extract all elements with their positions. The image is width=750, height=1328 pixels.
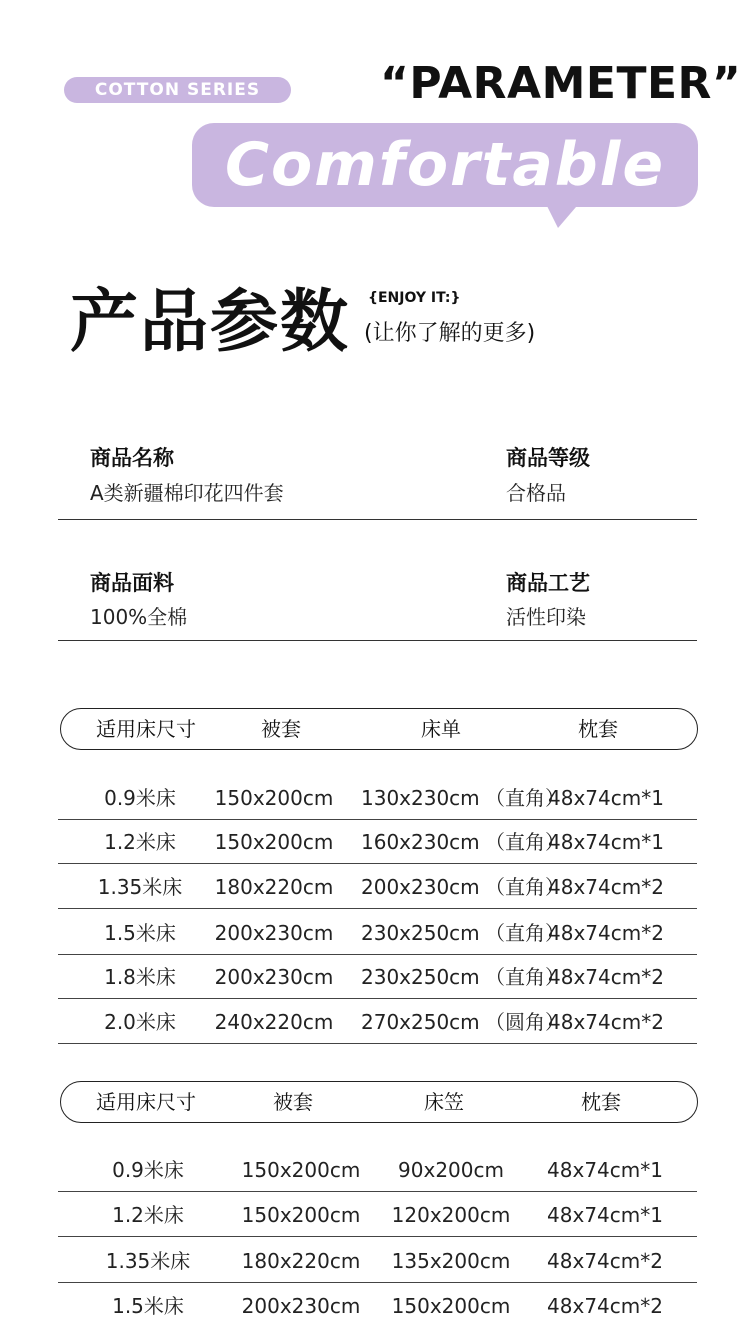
quilt-size-cell: 200x230cm [214, 921, 334, 945]
corner-note: （直角） [485, 830, 565, 854]
sheet-size-cell: 270x250cm [361, 1010, 480, 1034]
table-row [58, 1284, 697, 1328]
pillow-size-cell: 48x74cm*2 [548, 921, 664, 945]
row-divider [58, 1282, 697, 1283]
row-divider [58, 1043, 697, 1044]
sheet-size-cell: 230x250cm [361, 921, 480, 945]
table-row [58, 776, 697, 820]
row-divider [58, 863, 697, 864]
table1-header-quilt: 被套 [261, 717, 301, 741]
bed-size-cell: 1.2米床 [112, 1203, 184, 1227]
quilt-size-cell: 180x220cm [241, 1249, 361, 1273]
parameter-title: “PARAMETER” [380, 58, 742, 109]
pillow-size-cell: 48x74cm*1 [548, 786, 664, 810]
fitted-sheet-size-cell: 135x200cm [391, 1249, 511, 1273]
quilt-size-cell: 200x230cm [214, 965, 334, 989]
pillow-size-cell: 48x74cm*1 [547, 1203, 663, 1227]
quilt-size-cell: 240x220cm [214, 1010, 334, 1034]
fitted-sheet-size-cell: 120x200cm [391, 1203, 511, 1227]
bed-size-cell: 1.35米床 [105, 1249, 191, 1273]
grade-label: 商品等级 [506, 446, 590, 470]
table-row [58, 820, 697, 864]
quilt-size-cell: 150x200cm [241, 1158, 361, 1182]
comfortable-text: Comfortable [224, 130, 666, 200]
row-divider [58, 1191, 697, 1192]
table-row [58, 865, 697, 909]
pillow-size-cell: 48x74cm*2 [547, 1294, 663, 1318]
pillow-size-cell: 48x74cm*2 [547, 1249, 663, 1273]
sheet-size-cell: 130x230cm [361, 786, 480, 810]
fitted-sheet-size-cell: 150x200cm [391, 1294, 511, 1318]
row-divider [58, 998, 697, 999]
grade-value: 合格品 [506, 481, 566, 505]
corner-note: （直角） [485, 786, 565, 810]
craft-label: 商品工艺 [506, 571, 590, 595]
corner-note: （直角） [485, 921, 565, 945]
pillow-size-cell: 48x74cm*2 [548, 1010, 664, 1034]
pillow-size-cell: 48x74cm*1 [548, 830, 664, 854]
quilt-size-cell: 150x200cm [214, 786, 334, 810]
pillow-size-cell: 48x74cm*2 [548, 965, 664, 989]
name-value: A类新疆棉印花四件套 [90, 481, 284, 505]
bed-size-cell: 1.35米床 [97, 875, 183, 899]
sheet-size-cell: 160x230cm [361, 830, 480, 854]
table-row [58, 1239, 697, 1283]
fabric-label: 商品面料 [90, 571, 174, 595]
fabric-value: 100%全棉 [90, 605, 188, 629]
quilt-size-cell: 180x220cm [214, 875, 334, 899]
bed-size-cell: 1.5米床 [104, 921, 176, 945]
name-label: 商品名称 [90, 446, 174, 470]
pillow-size-cell: 48x74cm*2 [548, 875, 664, 899]
quilt-size-cell: 150x200cm [214, 830, 334, 854]
quilt-size-cell: 150x200cm [241, 1203, 361, 1227]
row-divider [58, 1236, 697, 1237]
table2-header-quilt: 被套 [273, 1090, 313, 1114]
fitted-sheet-size-cell: 90x200cm [398, 1158, 504, 1182]
table1-header-sheet: 床单 [421, 717, 461, 741]
table-row [58, 1000, 697, 1044]
corner-note: （直角） [485, 965, 565, 989]
table2-header-pillow: 枕套 [581, 1090, 621, 1114]
series-badge: COTTON SERIES [64, 77, 291, 103]
craft-value: 活性印染 [506, 605, 586, 629]
quilt-size-cell: 200x230cm [241, 1294, 361, 1318]
bed-size-cell: 1.2米床 [104, 830, 176, 854]
bed-size-cell: 0.9米床 [112, 1158, 184, 1182]
table1-header-pillow: 枕套 [578, 717, 618, 741]
page-title: 产品参数 [70, 283, 351, 362]
table1-header [60, 708, 698, 750]
table1-header-bed: 适用床尺寸 [96, 717, 196, 741]
row-divider [58, 908, 697, 909]
enjoy-tag: {ENJOY IT:} [368, 290, 461, 306]
table-row [58, 955, 697, 999]
sheet-size-cell: 230x250cm [361, 965, 480, 989]
bed-size-cell: 2.0米床 [104, 1010, 176, 1034]
table2-header [60, 1081, 698, 1123]
bed-size-cell: 0.9米床 [104, 786, 176, 810]
corner-note: （圆角） [485, 1010, 565, 1034]
table2-header-fitted: 床笠 [424, 1090, 464, 1114]
table-row [58, 1193, 697, 1237]
sheet-size-cell: 200x230cm [361, 875, 480, 899]
table-row [58, 1148, 697, 1192]
bed-size-cell: 1.8米床 [104, 965, 176, 989]
bed-size-cell: 1.5米床 [112, 1294, 184, 1318]
table-row [58, 911, 697, 955]
title-subtitle: (让你了解的更多) [364, 321, 536, 346]
divider [58, 519, 697, 520]
divider [58, 640, 697, 641]
table2-header-bed: 适用床尺寸 [96, 1090, 196, 1114]
corner-note: （直角） [485, 875, 565, 899]
pillow-size-cell: 48x74cm*1 [547, 1158, 663, 1182]
